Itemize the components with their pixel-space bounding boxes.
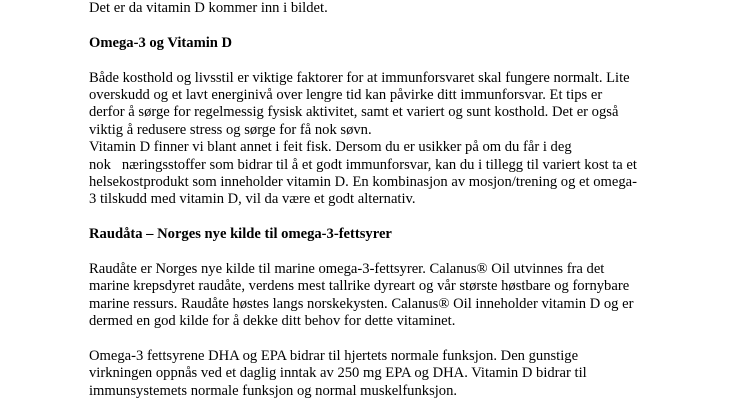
paragraph-line: immunsystemets normale funksjon og normal muskelfunksjon.	[89, 382, 458, 399]
paragraph-line: marine krepsdyret raudåte, verdens mest tallrike dyreart og vår største høstbare og fornybare	[89, 278, 630, 295]
paragraph-immune-lifestyle	[89, 70, 729, 209]
paragraph-line: marine ressurs. Raudåte høstes langs norskekysten. Calanus® Oil inneholder vitamin D og er	[89, 295, 634, 312]
spacer	[89, 243, 729, 260]
spacer	[89, 330, 729, 347]
paragraph-line: derfor å sørge for regelmessig fysisk aktivitet, samt et variert og sunt kosthold. Det er også	[89, 104, 619, 121]
spacer	[89, 17, 729, 34]
paragraph-line: 3 tilskudd med vitamin D, vil da være et godt alternativ.	[89, 191, 416, 208]
paragraph-line: viktig å redusere stress og sørge for få nok søvn.	[89, 121, 372, 138]
intro-tail-text: Det er da vitamin D kommer inn i bildet.	[89, 0, 328, 16]
paragraph-line: helsekostprodukt som inneholder vitamin D. En kombinasjon av mosjon/trening og et omega-	[89, 173, 637, 190]
paragraph-line: overskudd og et lavt energinivå over lengre tid kan påvirke ditt immunforsvar. Et tips er	[89, 86, 603, 103]
paragraph-line: Både kosthold og livsstil er viktige faktorer for at immunforsvaret skal fungere normalt. Lite	[89, 69, 630, 86]
paragraph-calanus-oil	[89, 261, 729, 331]
spacer	[89, 209, 729, 226]
paragraph-dha-epa	[89, 348, 729, 400]
document-page	[89, 0, 729, 400]
paragraph-line: Vitamin D finner vi blant annet i feit fisk. Dersom du er usikker på om du får i deg	[89, 139, 572, 156]
section-heading-omega3-vitamin-d: Omega-3 og Vitamin D	[89, 34, 233, 51]
paragraph-line: virkningen oppnås ved et daglig inntak av 250 mg EPA og DHA. Vitamin D bidrar til	[89, 365, 587, 382]
paragraph-line: nok næringsstoffer som bidrar til å et godt immunforsvar, kan du i tillegg til variert kost ta et	[89, 156, 637, 173]
paragraph-line: Raudåte er Norges nye kilde til marine omega-3-fettsyrer. Calanus® Oil utvinnes fra det	[89, 260, 605, 277]
section-heading-raudata: Raudåta – Norges nye kilde til omega-3-fettsyrer	[89, 226, 392, 243]
paragraph-line: dermed en god kilde for å dekke ditt behov for dette vitaminet.	[89, 313, 456, 330]
spacer	[89, 52, 729, 69]
paragraph-line: Omega-3 fettsyrene DHA og EPA bidrar til hjertets normale funksjon. Den gunstige	[89, 347, 579, 364]
